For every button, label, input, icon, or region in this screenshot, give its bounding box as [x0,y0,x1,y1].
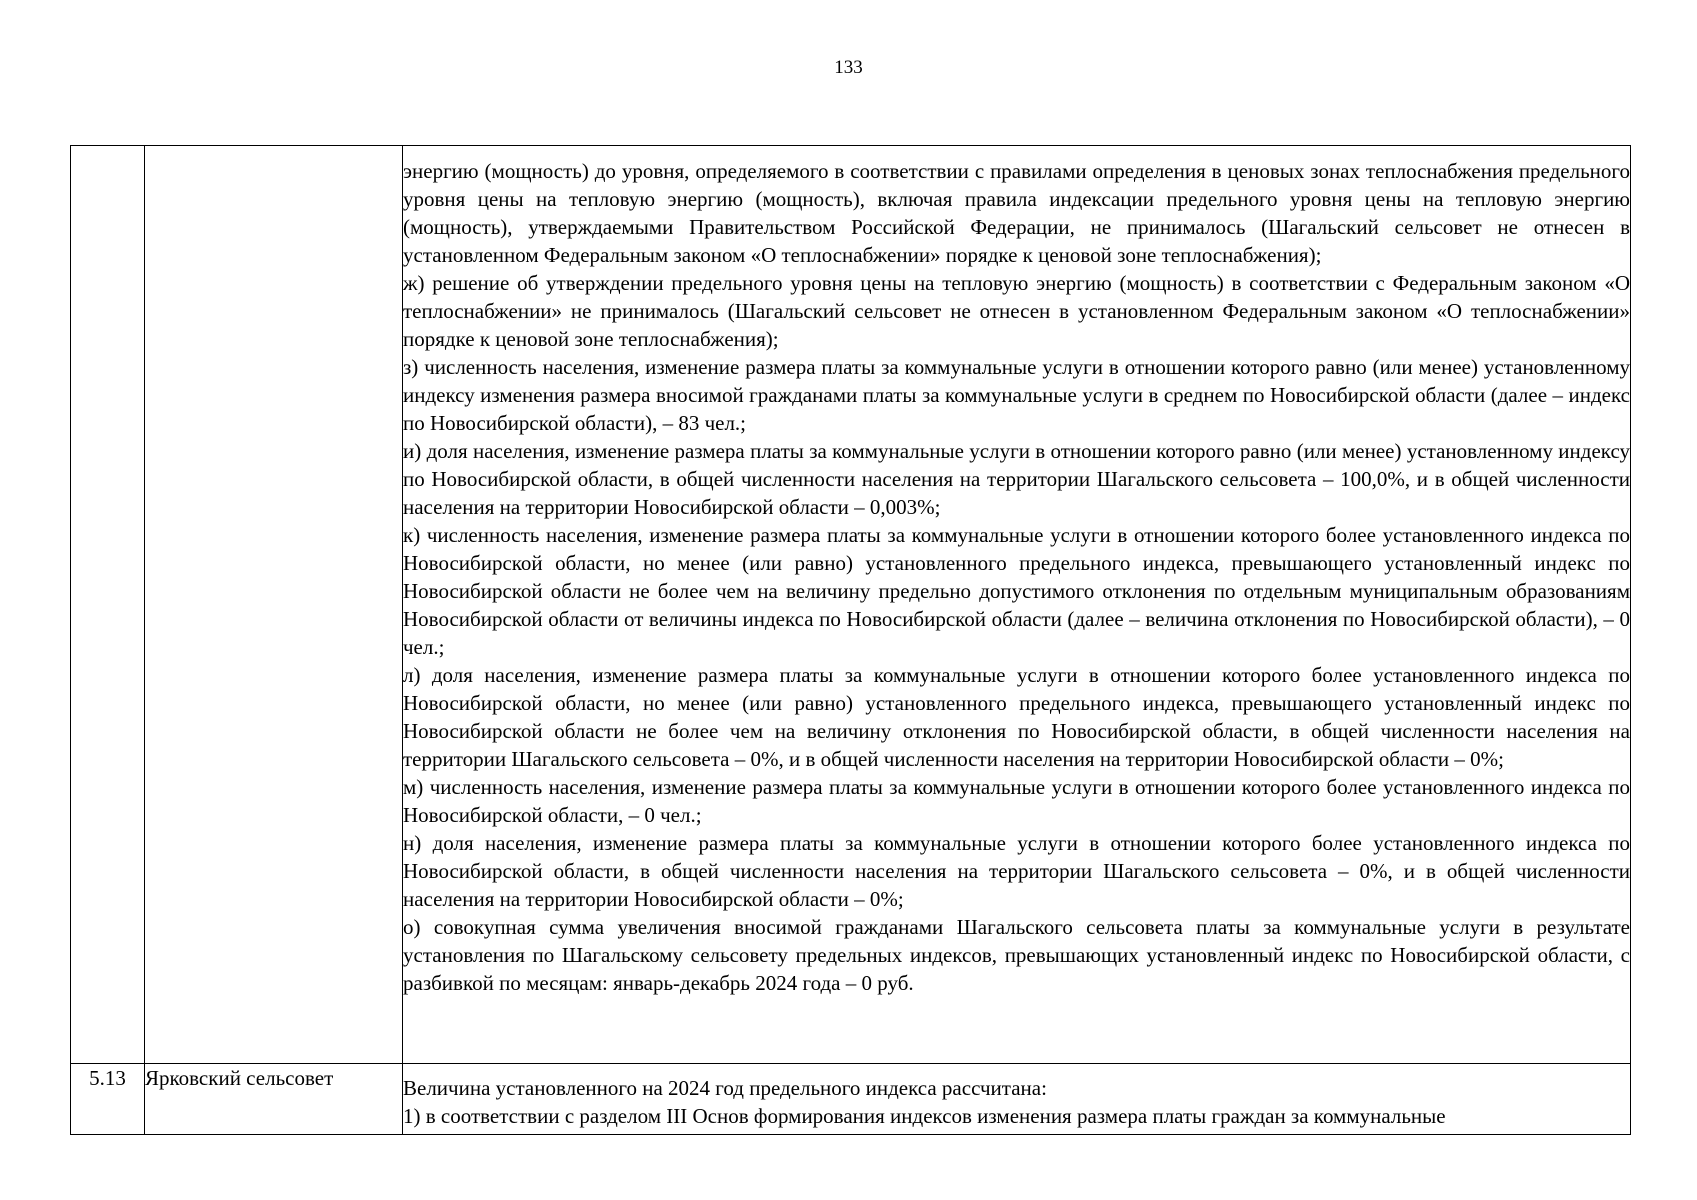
paragraph: энергию (мощность) до уровня, определяемого в соответствии с правилами определения в ценовых зонах теплоснабжения предельного уровня цены на тепловую энергию (мощность), включая правила индексации предельного уровня цены на тепловую энергию (мощность), утверждаемыми Правительством Российской Федерации, не принималось (Шагальский сельсовет не отнесен в установленном Федеральным законом «О теплоснабжении» порядке к ценовой зоне теплоснабжения); [403,159,1630,267]
index-table [70,145,1631,1135]
paragraph: Величина установленного на 2024 год предельного индекса рассчитана: [403,1076,1047,1100]
paragraph-n: н) доля населения, изменение размера платы за коммунальные услуги в отношении которого более установленного индекса по Новосибирской области, в общей численности населения на территории Шагальского сельсовета – 0%, и в общей численности населения на территории Новосибирской области – 0%; [403,831,1630,911]
paragraph-o: о) совокупная сумма увеличения вносимой гражданами Шагальского сельсовета платы за коммунальные услуги в результате установления по Шагальскому сельсовету предельных индексов, превышающих установленный индекс по Новосибирской области, с разбивкой по месяцам: январь-декабрь 2024 года – 0 руб. [403,915,1630,995]
paragraph-zh: ж) решение об утверждении предельного уровня цены на тепловую энергию (мощность) в соответствии с Федеральным законом «О теплоснабжении» не принималось (Шагальский сельсовет не отнесен в установленном Федеральным законом «О теплоснабжении» порядке к ценовой зоне теплоснабжения); [403,271,1630,351]
paragraph: 1) в соответствии с разделом III Основ формирования индексов изменения размера платы граждан за коммунальные [403,1104,1446,1128]
municipality-name-cell: Ярковский сельсовет [145,1064,403,1135]
paragraph-m: м) численность населения, изменение размера платы за коммунальные услуги в отношении которого более установленного индекса по Новосибирской области, – 0 чел.; [403,775,1630,827]
paragraph-i: и) доля населения, изменение размера платы за коммунальные услуги в отношении которого равно (или менее) установленному индексу по Новосибирской области, в общей численности населения на территории Шагальского сельсовета – 100,0%, и в общей численности населения на территории Новосибирской области – 0,003%; [403,439,1630,519]
page-number: 133 [834,57,863,78]
table-row [71,1064,1631,1135]
description-cell [403,1064,1631,1135]
row-number-cell [71,146,145,1064]
row-number-cell: 5.13 [71,1064,145,1135]
paragraph-l: л) доля населения, изменение размера платы за коммунальные услуги в отношении которого более установленного индекса по Новосибирской области, но менее (или равно) установленного предельного индекса, превышающего установленный индекс по Новосибирской области не более чем на величину отклонения по Новосибирской области, в общей численности населения на территории Шагальского сельсовета – 0%, и в общей численности населения на территории Новосибирской области – 0%; [403,663,1630,771]
municipality-name-cell [145,146,403,1064]
paragraph-k: к) численность населения, изменение размера платы за коммунальные услуги в отношении которого более установленного индекса по Новосибирской области, но менее (или равно) установленного предельного индекса, превышающего установленный индекс по Новосибирской области не более чем на величину предельно допустимого отклонения по отдельным муниципальным образованиям Новосибирской области от величины индекса по Новосибирской области (далее – величина отклонения по Новосибирской области), – 0 чел.; [403,523,1630,659]
description-cell [403,146,1631,1064]
table-row [71,146,1631,1064]
paragraph-z: з) численность населения, изменение размера платы за коммунальные услуги в отношении которого равно (или менее) установленному индексу изменения размера вносимой гражданами платы за коммунальные услуги в среднем по Новосибирской области (далее – индекс по Новосибирской области), – 83 чел.; [403,355,1630,435]
